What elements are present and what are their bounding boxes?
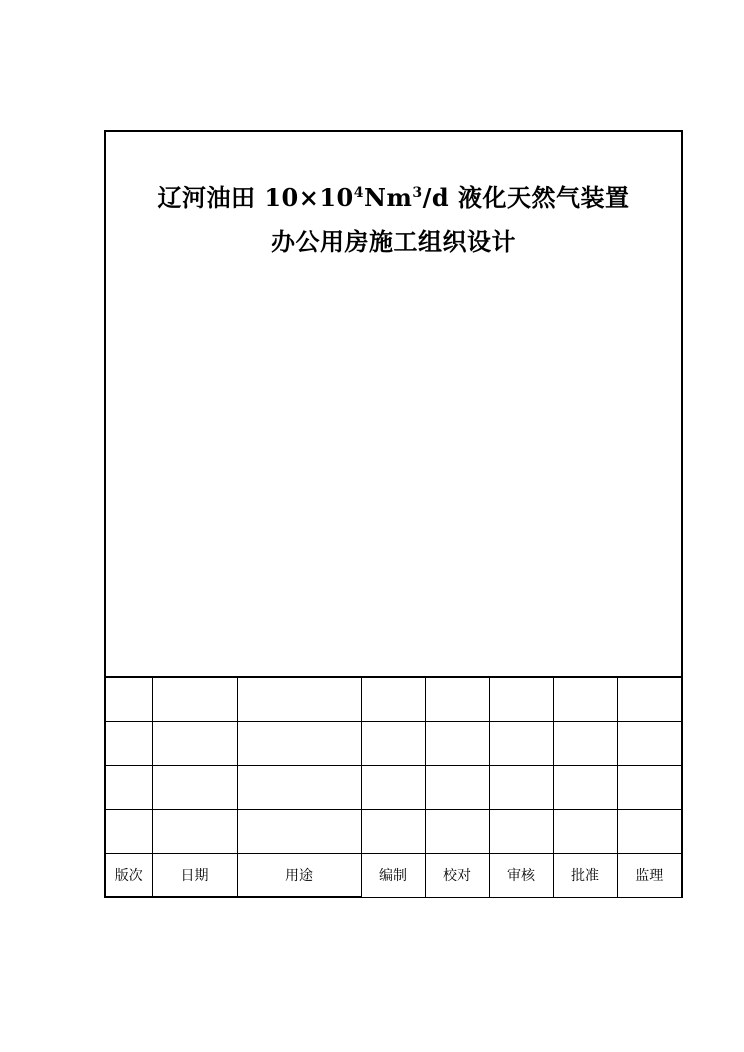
document-title-line-1	[106, 178, 681, 213]
header-row	[105, 853, 682, 897]
table-cell	[105, 721, 152, 765]
header-cell-prepared: 编制	[361, 853, 425, 897]
header-cell-purpose: 用途	[237, 853, 361, 897]
table-cell	[237, 677, 361, 721]
table-row	[105, 721, 682, 765]
table-cell	[361, 721, 425, 765]
table-cell	[237, 765, 361, 809]
table-cell	[425, 765, 489, 809]
table-cell	[152, 765, 237, 809]
table-cell	[489, 721, 553, 765]
table-cell	[105, 765, 152, 809]
table-row	[105, 677, 682, 721]
table-cell	[553, 809, 617, 853]
table-cell	[425, 809, 489, 853]
header-cell-date: 日期	[152, 853, 237, 897]
table-cell	[152, 677, 237, 721]
table-cell	[105, 809, 152, 853]
table-cell	[237, 721, 361, 765]
table-cell	[553, 721, 617, 765]
table-cell	[489, 765, 553, 809]
table-cell	[489, 677, 553, 721]
table-cell	[361, 809, 425, 853]
header-cell-approved: 批准	[553, 853, 617, 897]
header-cell-checked: 校对	[425, 853, 489, 897]
table-row	[105, 809, 682, 853]
table-row	[105, 765, 682, 809]
cover-frame	[104, 130, 683, 905]
title-superscript: 3	[412, 185, 423, 201]
signature-table-body	[105, 677, 682, 897]
table-cell	[237, 809, 361, 853]
header-cell-supervisor: 监理	[617, 853, 682, 897]
table-cell	[105, 677, 152, 721]
table-cell	[152, 809, 237, 853]
table-cell	[553, 677, 617, 721]
title-superscript: 4	[353, 185, 364, 201]
header-cell-revision: 版次	[105, 853, 152, 897]
title-text-part: 辽河油田 10×10	[157, 183, 354, 212]
table-cell	[425, 677, 489, 721]
table-cell	[361, 765, 425, 809]
document-title-line-2: 办公用房施工组织设计	[271, 227, 516, 256]
table-cell	[425, 721, 489, 765]
title-area	[104, 130, 683, 678]
table-cell	[617, 677, 682, 721]
table-cell	[553, 765, 617, 809]
table-cell	[152, 721, 237, 765]
table-cell	[617, 765, 682, 809]
table-cell	[489, 809, 553, 853]
title-text-part: /d 液化天然气装置	[422, 183, 630, 212]
table-cell	[617, 809, 682, 853]
signature-table	[104, 676, 683, 898]
title-text-part: Nm	[364, 183, 413, 212]
header-cell-reviewed: 审核	[489, 853, 553, 897]
table-cell	[617, 721, 682, 765]
table-cell	[361, 677, 425, 721]
